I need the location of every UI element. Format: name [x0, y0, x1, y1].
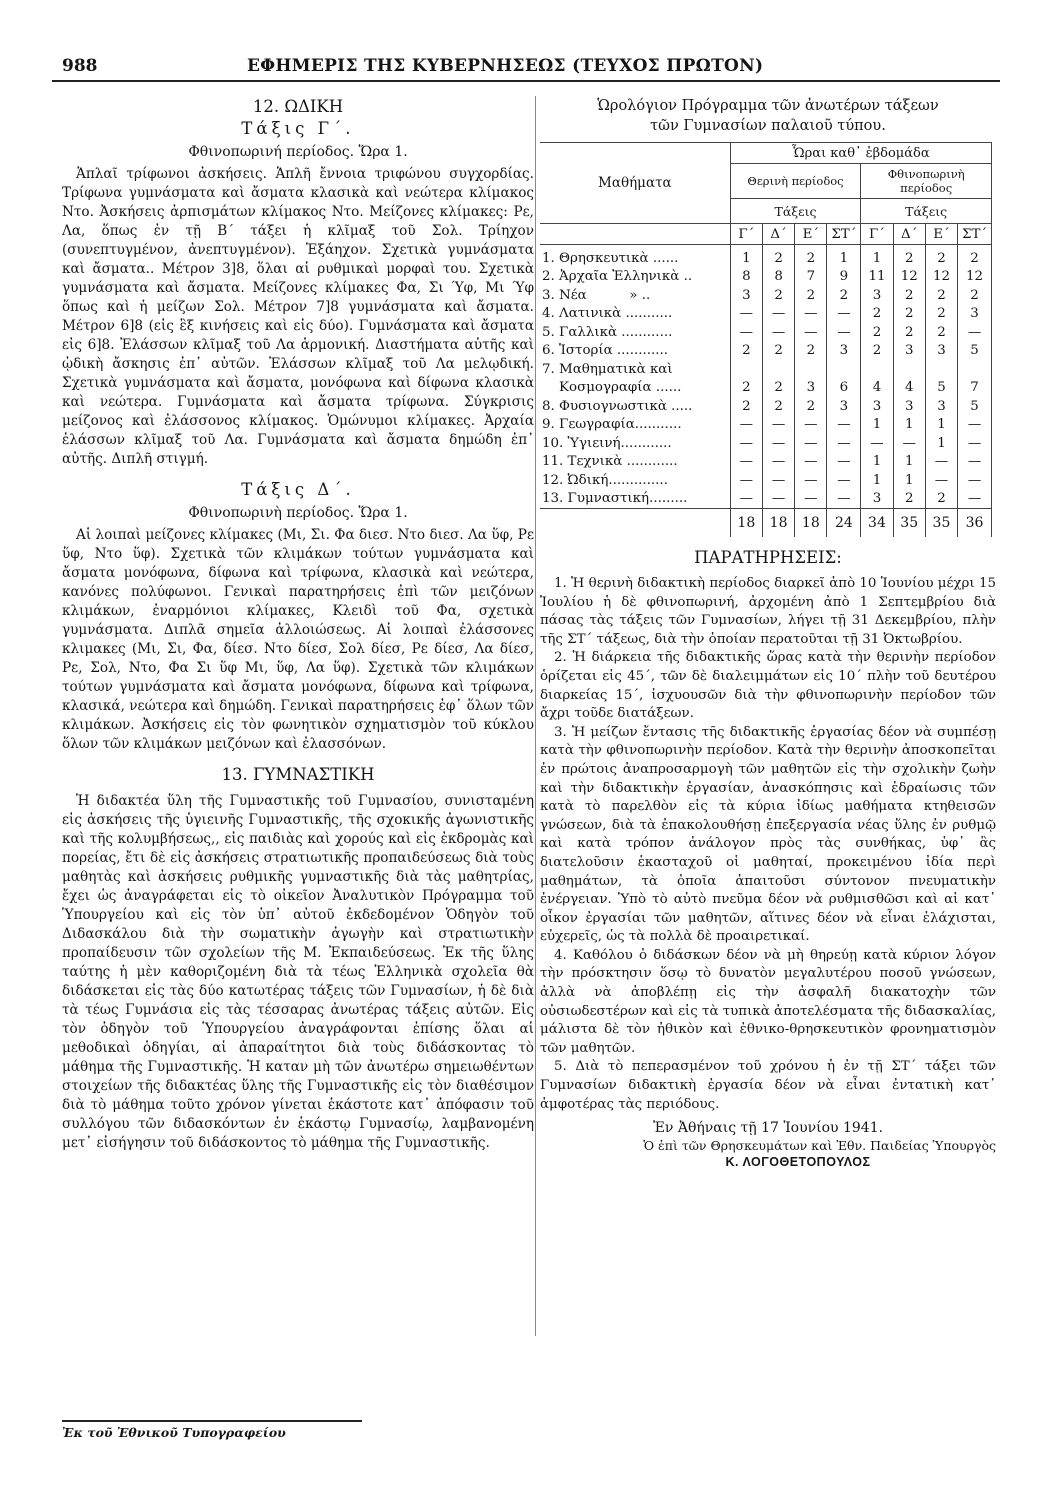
gazette-title: ΕΦΗΜΕΡΙΣ ΤΗΣ ΚΥΒΕΡΝΗΣΕΩΣ (ΤΕΥΧΟΣ ΠΡΩΤΟΝ) — [247, 56, 764, 76]
hours-cell — [861, 360, 893, 379]
hours-cell: — — [958, 434, 992, 453]
printer-footer — [62, 1420, 362, 1440]
section-13-text: Ἡ διδακτέα ὕλη τῆς Γυμναστικῆς τοῦ Γυμνασίου, συνισταμένη εἰς ἀσκήσεις τῆς ὑγιεινῆς Γυμναστικῆς, τῆς σχοκικῆς ἀγωνιστικῆς καὶ τῆς κολυμβήσεως,, εἰς παιδιὰς καὶ χορούς καὶ εἰς ἐκδρομὰς καὶ πορείας, ἔτι δὲ εἰς ἀσκήσεις στρατιωτικῆς προπαιδεύσεως διὰ τοὺς μαθητὰς καὶ ἀσκήσεις ρυθμικῆς γυμναστικῆς διὰ τὰς μαθητρίας, ἔχει ὡς ἀναγράφεται εἰς τὸ οἰκεῖον Ἀναλυτικὸν Πρόγραμμα τοῦ Ὑπουργείου καὶ εἰς τὸν ὑπ᾽ αὐτοῦ ἐκδεδομένον Ὁδηγὸν τοῦ Διδασκάλου διὰ τὴν σωματικὴν ἀγωγὴν καὶ στρατιωτικὴν προπαίδευσιν τῶν σχολείων τῆς Μ. Ἐκπαιδεύσεως. Ἐκ τῆς ὕλης ταύτης ἡ μὲν καθοριζομένη διὰ τὰ τέως Ἑλληνικὰ σχολεῖα θὰ διδάσκεται εἰς τὰς δύο κατωτέρας τάξεις τῶν Γυμνασίων, ἡ δὲ διὰ τὰ τέως Γυμνάσια εἰς τὰς τέσσαρας ἀνωτέρας τάξεις αὐτῶν. Εἰς τὸν ὁδηγὸν τοῦ Ὑπουργείου ἀναγράφονται ἐπίσης ὅλαι αἱ μεθοδικαὶ ὁδηγίαι, αἱ ἀπαραίτητοι διὰ τοὺς διδάσκοντας τὸ μάθημα τῆς Γυμναστικῆς. Ἡ καταν μὴ τῶν ἀνωτέρω σημειωθέντων στοιχείων τῆς διδακτέας ὕλης τῆς Γυμναστικῆς εἰς τὸν διαθέσιμον διὰ τὸ μάθημα τοῦτο χρόνον γίνεται ἑκάστοτε κατ᾽ ἀπόφασιν τοῦ συλλόγου τῶν διδασκόντων ἐν ἑκάστῳ Γυμνασίῳ, λαμβανομένη μετ᾽ εἰσήγησιν τοῦ διδάσκοντος τὸ μάθημα τῆς Γυμναστικῆς. — [62, 793, 534, 1151]
subject-label: 5. Γαλλικὰ ............ — [540, 323, 730, 342]
total-cell: 36 — [958, 509, 992, 538]
schedule-row — [540, 245, 992, 268]
hours-cell: — — [730, 490, 762, 509]
hours-cell: 3 — [827, 342, 861, 361]
hours-cell: 2 — [795, 342, 827, 361]
grade-header: Δ΄ — [893, 224, 925, 245]
observations-title: ΠΑΡΑΤΗΡΗΣΕΙΣ: — [694, 548, 842, 567]
hours-cell — [925, 360, 957, 379]
hours-cell: 8 — [730, 268, 762, 287]
hours-cell: — — [730, 453, 762, 472]
hours-cell: 7 — [795, 268, 827, 287]
hours-cell: 1 — [861, 245, 893, 268]
hours-cell: — — [827, 453, 861, 472]
hours-cell: 9 — [827, 268, 861, 287]
grade-header: Ε΄ — [925, 224, 957, 245]
hours-cell: 2 — [861, 323, 893, 342]
hours-cell — [893, 360, 925, 379]
subject-label: 11. Τεχνικὰ ............ — [540, 453, 730, 472]
hours-cell: — — [827, 416, 861, 435]
hours-cell: 1 — [893, 416, 925, 435]
hours-cell: 1 — [861, 471, 893, 490]
total-cell: 35 — [925, 509, 957, 538]
hours-cell: — — [762, 305, 794, 324]
hours-cell: 4 — [861, 379, 893, 398]
subject-label: 2. Ἀρχαῖα Ἑλληνικὰ .. — [540, 268, 730, 287]
subject-label: 10. Ὑγιεινή............ — [540, 434, 730, 453]
hours-cell: — — [762, 434, 794, 453]
hours-cell: 1 — [893, 453, 925, 472]
hours-cell: — — [730, 471, 762, 490]
subject-label: Κοσμογραφία ...... — [540, 379, 730, 398]
class-d-title: Τάξις Δ΄. — [241, 480, 355, 499]
page-header — [52, 54, 1000, 82]
hours-cell: — — [795, 490, 827, 509]
schedule-row — [540, 286, 992, 305]
hours-cell: — — [925, 471, 957, 490]
summer-header: Θερινὴ περίοδος — [730, 164, 861, 199]
hours-cell: — — [958, 323, 992, 342]
hours-cell: — — [795, 416, 827, 435]
schedule-title-2: τῶν Γυμνασίων παλαιοῦ τύπου. — [650, 118, 886, 134]
left-column — [62, 96, 534, 1153]
summer-classes-header: Τάξεις — [730, 199, 861, 224]
hours-cell: 11 — [861, 268, 893, 287]
schedule-row — [540, 305, 992, 324]
hours-cell: 1 — [730, 245, 762, 268]
schedule-row — [540, 397, 992, 416]
hours-cell: — — [861, 434, 893, 453]
subject-label: 3. Νέα » .. — [540, 286, 730, 305]
section-12-heading: 12. ΩΔΙΚΗ — [252, 97, 344, 116]
signature-role: Ὁ ἐπὶ τῶν Θρησκευμάτων καὶ Ἐθν. Παιδείας Ὑπουργὸς — [643, 1138, 996, 1154]
observation-item: 5. Διὰ τὸ πεπερασμένον τοῦ χρόνου ἡ ἐν τῇ ΣΤ΄ τάξει τῶν Γυμνασίων διδακτικὴ ἐργασία δέον νὰ εἶναι ἐντατικὴ κατ᾽ ἀμφοτέρας τὰς περιόδους. — [540, 1059, 996, 1112]
hours-cell: 2 — [958, 286, 992, 305]
subject-label: 4. Λατινικὰ ........... — [540, 305, 730, 324]
class-c-title: Τάξις Γ΄. — [241, 119, 355, 138]
hours-cell: 3 — [730, 286, 762, 305]
hours-cell: — — [827, 471, 861, 490]
hours-cell: 8 — [762, 268, 794, 287]
schedule-row — [540, 360, 992, 379]
hours-cell: 3 — [861, 490, 893, 509]
right-column — [540, 96, 996, 1169]
hours-cell: — — [730, 434, 762, 453]
hours-cell: 2 — [893, 323, 925, 342]
hours-cell: 2 — [893, 286, 925, 305]
hours-cell: 2 — [795, 245, 827, 268]
hours-cell: — — [795, 434, 827, 453]
autumn-header: Φθινοπωρινὴ περίοδος — [861, 164, 992, 199]
hours-cell: 2 — [925, 490, 957, 509]
hours-cell: 4 — [893, 379, 925, 398]
hours-cell: — — [730, 323, 762, 342]
hours-cell: 3 — [925, 342, 957, 361]
hours-cell: 7 — [958, 379, 992, 398]
subject-label: 1. Θρησκευτικὰ ...... — [540, 245, 730, 268]
hours-cell: — — [795, 305, 827, 324]
hours-cell: — — [827, 490, 861, 509]
hours-cell: 2 — [861, 305, 893, 324]
schedule-row — [540, 342, 992, 361]
observation-item: 1. Ἡ θερινὴ διδακτικὴ περίοδος διαρκεῖ ἀπὸ 10 Ἰουνίου μέχρι 15 Ἰουλίου ἡ δὲ φθινοπωρινή, ἀρχομένη ἀπὸ 1 Σεπτεμβρίου διὰ πάσας τὰς τάξεις τῶν Γυμνασίων, λήγει τῇ 31 Δεκεμβρίου, πλὴν τῆς ΣΤ΄ τάξεως, διὰ τὴν ὁποίαν περατοῦται τῇ 31 Ὀκτωβρίου. — [540, 576, 996, 647]
total-cell: 18 — [730, 509, 762, 538]
hours-cell: 2 — [925, 305, 957, 324]
hours-cell: 2 — [762, 245, 794, 268]
hours-cell: 2 — [925, 323, 957, 342]
hours-cell: 3 — [861, 397, 893, 416]
hours-cell: — — [958, 471, 992, 490]
class-c-text: Ἁπλαῖ τρίφωνοι ἀσκήσεις. Ἁπλῆ ἔννοια τριφώνου συγχορδίας. Τρίφωνα γυμνάσματα καὶ ἄσματα κλασικὰ καὶ νεώτερα κλίμακος Ντο. Ἀσκήσεις ἀρπισμάτων κλίμακος Ντο. Μείζονες κλίμακες: Ρε, Λα, ὅπως ἐν τῇ Β΄ τάξει ἡ κλῖμαξ τοῦ Σολ. Τρίηχον (συνεπτυγμένον, ἀνεπτυγμένον). Ἑξάηχον. Σχετικὰ γυμνάσματα καὶ ἄσματα.. Μέτρον 3]8, ὅλαι αἱ ρυθμικαὶ μορφαὶ του. Σχετικὰ γυμνάσματα καὶ ἄσματα. Μείζονες κλίμακες Φα, Σι Ύφ, Μι Ύφ ὅπως καὶ ἡ μείζων Σολ. Μέτρον 7]8 γυμνάσματα καὶ ἄσματα. Μέτρον 6]8 (εἰς ἓξ κινήσεις καὶ εἰς δύο). Γυμνάσματα καὶ ἄσματα εἰς 6]8. Ἐλάσσων κλῖμαξ τοῦ Λα ἁρμονική. Διαστήματα αὐτῆς καὶ ᾠδικὴ ἄσκησις ἐπ᾽ αὐτῶν. Ἐλάσσων κλῖμαξ τοῦ Λα μελῳδική. Σχετικὰ γυμνάσματα καὶ ἄσματα, μονόφωνα καὶ δίφωνα κλασικὰ καὶ νεώτερα. Γυμνάσματα καὶ ἄσματα τρίφωνα. Σύγκρισις μείζονος καὶ ἐλάσσονος κλίμακος. Ὁμώνυμοι κλίμακες. Ἀρχαία ἐλάσσων κλῖμαξ τοῦ Λα. Γυμνάσματα καὶ ἄσματα δημώδη ἐπ᾽ αὐτῆς. Διπλῆ στιγμή. — [62, 166, 534, 467]
schedule-row — [540, 490, 992, 509]
hours-cell: — — [730, 416, 762, 435]
signature-name: Κ. ΛΟΓΟΘΕΤΟΠΟΥΛΟΣ — [725, 1155, 871, 1170]
hours-cell: — — [827, 434, 861, 453]
hours-cell: 5 — [925, 379, 957, 398]
grade-header: ΣΤ΄ — [958, 224, 992, 245]
hours-cell: 2 — [762, 397, 794, 416]
hours-cell: 3 — [958, 305, 992, 324]
hours-cell: 2 — [893, 245, 925, 268]
hours-cell: 3 — [893, 342, 925, 361]
hours-cell: — — [795, 323, 827, 342]
hours-cell: — — [762, 471, 794, 490]
hours-cell: 12 — [893, 268, 925, 287]
subject-label: 7. Μαθηματικὰ καὶ — [540, 360, 730, 379]
schedule-row — [540, 471, 992, 490]
schedule-row — [540, 416, 992, 435]
subject-label: 6. Ἱστορία ............ — [540, 342, 730, 361]
hours-cell: — — [958, 453, 992, 472]
subject-label: 9. Γεωγραφία........... — [540, 416, 730, 435]
printer-name: Ἐκ τοῦ Ἐθνικοῦ Τυπογραφείου — [62, 1425, 286, 1440]
hours-cell: 12 — [925, 268, 957, 287]
observation-item: 4. Καθόλου ὁ διδάσκων δέον νὰ μὴ θηρεύῃ κατὰ κύριον λόγον τὴν πρόσκτησιν ὅσῳ τὸ δυνατὸν μεγαλυτέρου ποσοῦ γνώσεων, ἀλλὰ νὰ ἀποβλέπῃ εἰς τὴν ἀσφαλῆ διακατοχὴν τῶν οὐσιωδεστέρων καὶ εἰς τὰ τυπικὰ ἀποτελέσματα τῆς διδασκαλίας, μάλιστα δὲ τὸν ἠθικὸν καὶ ἐθνικο-θρησκευτικὸν φρονηματισμὸν τῶν μαθητῶν. — [540, 947, 996, 1056]
hours-cell: 2 — [795, 397, 827, 416]
hours-cell: 1 — [861, 416, 893, 435]
class-d-period: Φθινοπωρινὴ περίοδος. Ὥρα 1. — [188, 505, 408, 521]
subject-label: 12. Ὠδική.............. — [540, 471, 730, 490]
hours-cell: — — [925, 453, 957, 472]
page-number: 988 — [62, 56, 98, 76]
hours-cell: — — [958, 490, 992, 509]
hours-header: Ὧραι καθ᾽ ἑβδομάδα — [730, 143, 991, 164]
hours-cell: 2 — [795, 286, 827, 305]
hours-cell: 3 — [795, 379, 827, 398]
hours-cell — [958, 360, 992, 379]
hours-cell: 2 — [861, 342, 893, 361]
hours-cell — [827, 360, 861, 379]
grade-header: Ε΄ — [795, 224, 827, 245]
hours-cell: — — [958, 416, 992, 435]
schedule-row — [540, 379, 992, 398]
hours-cell: 3 — [827, 397, 861, 416]
hours-cell: 2 — [762, 286, 794, 305]
schedule-row — [540, 268, 992, 287]
subject-label: 8. Φυσιογνωστικὰ ..... — [540, 397, 730, 416]
total-cell: 34 — [861, 509, 893, 538]
hours-cell: 2 — [762, 379, 794, 398]
hours-cell: — — [762, 416, 794, 435]
hours-cell: 1 — [925, 416, 957, 435]
column-divider — [535, 96, 536, 1336]
hours-cell: — — [762, 453, 794, 472]
hours-cell: 1 — [861, 453, 893, 472]
grade-header: Γ΄ — [861, 224, 893, 245]
schedule-table — [540, 142, 992, 537]
hours-cell: 1 — [827, 245, 861, 268]
hours-cell: 2 — [958, 245, 992, 268]
hours-cell: — — [762, 490, 794, 509]
schedule-row — [540, 453, 992, 472]
total-cell: 35 — [893, 509, 925, 538]
hours-cell: 2 — [730, 379, 762, 398]
class-d-text: Αἱ λοιπαὶ μείζονες κλίμακες (Μι, Σι. Φα διεσ. Ντο διεσ. Λα ὕφ, Ρε ὕφ, Ντο ὕφ). Σχετικὰ τῶν κλιμάκων τούτων γυμνάσματα καὶ ἄσματα μονόφωνα, δίφωνα καὶ τρίφωνα, κλασικὰ καὶ νεώτερα, κανόνες πολύφωνοι. Γενικαὶ παρατηρήσεις ἐπὶ τῶν μειζόνων κλιμάκων, ἐναρμόνιοι κλίμακες, Κλειδὶ τοῦ Φα, σχετικὰ γυμνάσματα. Διπλᾶ σημεῖα ἀλλοιώσεως. Αἱ λοιπαὶ ἐλάσσονες κλιμακες (Μι, Σι, Φα, δίεσ. Ντο δίεσ, Σολ δίεσ, Ρε δίεσ, Λα δίεσ, Ρε, Σολ, Ντο, Φα Σι ὕφ Μι, ὕφ, Λα ὕφ). Σχετικὰ τῶν κλιμάκων τούτων γυμνάσματα καὶ ἄσματα μονόφωνα, δίφωνα καὶ τρίφωνα, κλασικά, νεώτερα καὶ δημώδη. Γενικαὶ παρατηρήσεις ἐφ᾽ ὅλων τῶν κλιμάκων. Ἀσκήσεις εἰς τὸν φωνητικὸν σχηματισμὸν τοῦ κύκλου ὅλων τῶν κλιμάκων μειζόνων καὶ ἐλασσόνων. — [62, 527, 534, 752]
hours-cell: 1 — [925, 434, 957, 453]
hours-cell: 2 — [925, 286, 957, 305]
hours-cell — [730, 360, 762, 379]
subjects-header: Μαθήματα — [540, 143, 730, 224]
class-c-period: Φθινοπωρινή περίοδος. Ὥρα 1. — [188, 144, 408, 160]
hours-cell: 3 — [925, 397, 957, 416]
hours-cell: 2 — [893, 490, 925, 509]
hours-cell: 2 — [762, 342, 794, 361]
grade-header: ΣΤ΄ — [827, 224, 861, 245]
autumn-classes-header: Τάξεις — [861, 199, 992, 224]
hours-cell: — — [795, 453, 827, 472]
hours-cell: 6 — [827, 379, 861, 398]
observation-item: 3. Ἡ μείζων ἔντασις τῆς διδακτικῆς ἐργασίας δέον νὰ συμπέσῃ κατὰ τὴν φθινοπωρινὴν περίοδον. Κατὰ τὴν θερινὴν ἀποσκοπεῖται ἐν πρώτοις ἀναπροσαρμογὴ τῶν μαθητῶν εἰς τὴν σχολικὴν ζωὴν καὶ τὴν διδακτικὴν ἐργασίαν, ἀνασκόπησις καὶ ἑδραίωσις τῶν κατὰ τὸ παρελθὸν εἰς τὰ κύρια ἰδίως μαθήματα κτηθεισῶν γνώσεων, διὰ τὰ ἐπακολουθήσῃ ἐπεξεργασία νέας ὕλης ἐν ρυθμῷ καὶ κατὰ τρόπον ἀνάλογον πρὸς τὰς συνθήκας, ὑφ᾽ ἃς διατελοῦσιν ἑκασταχοῦ οἱ μαθηταί, προκειμένου ἰδία περὶ μαθημάτων, τὰ ὁποῖα ἀπαιτοῦσι σύντονον πνευματικὴν ἐνέργειαν. Ὑπὸ τὸ αὐτὸ πνεῦμα δέον νὰ ρυθμισθῶσι καὶ αἱ κατ᾽ οἶκον ἐργασίαι τῶν μαθητῶν, αἵτινες δέον νὰ εἶναι ἐλάχισται, εὐχερεῖς, ὡς τὰ πολλὰ δὲ προαιρετικαί. — [540, 724, 996, 945]
hours-cell: 1 — [893, 471, 925, 490]
hours-cell: 2 — [827, 286, 861, 305]
hours-cell: 3 — [893, 397, 925, 416]
total-cell: 18 — [795, 509, 827, 538]
totals-row — [540, 509, 992, 538]
section-13-heading: 13. ΓΥΜΝΑΣΤΙΚΗ — [221, 765, 375, 784]
schedule-row — [540, 323, 992, 342]
signature-date: Ἐν Ἀθήναις τῇ 17 Ἰουνίου 1941. — [652, 1120, 884, 1137]
hours-cell: — — [827, 323, 861, 342]
hours-cell: — — [762, 323, 794, 342]
hours-cell: 2 — [925, 245, 957, 268]
total-cell: 18 — [762, 509, 794, 538]
hours-cell: 2 — [730, 342, 762, 361]
hours-cell: 5 — [958, 397, 992, 416]
hours-cell: 2 — [893, 305, 925, 324]
schedule-row — [540, 434, 992, 453]
schedule-title-1: Ὡρολόγιον Πρόγραμμα τῶν ἀνωτέρων τάξεων — [597, 98, 939, 114]
grade-header: Γ΄ — [730, 224, 762, 245]
hours-cell: 5 — [958, 342, 992, 361]
subject-label: 13. Γυμναστική......... — [540, 490, 730, 509]
hours-cell: — — [827, 305, 861, 324]
hours-cell: 12 — [958, 268, 992, 287]
hours-cell: 2 — [730, 397, 762, 416]
hours-cell: — — [730, 305, 762, 324]
hours-cell — [762, 360, 794, 379]
hours-cell: — — [893, 434, 925, 453]
hours-cell: 3 — [861, 286, 893, 305]
observation-item: 2. Ἡ διάρκεια τῆς διδακτικῆς ὥρας κατὰ τὴν θερινὴν περίοδον ὁρίζεται εἰς 45΄, τῶν δὲ διαλειμμάτων εἰς 10΄ πλὴν τοῦ δευτέρου διαρκείας 15΄, ἰσχυουσῶν διὰ τὴν φθινοπωρινὴν περίοδον τῶν ἄχρι τοῦδε διατάξεων. — [540, 650, 996, 722]
total-cell: 24 — [827, 509, 861, 538]
hours-cell — [795, 360, 827, 379]
hours-cell: — — [795, 471, 827, 490]
grade-header: Δ΄ — [762, 224, 794, 245]
